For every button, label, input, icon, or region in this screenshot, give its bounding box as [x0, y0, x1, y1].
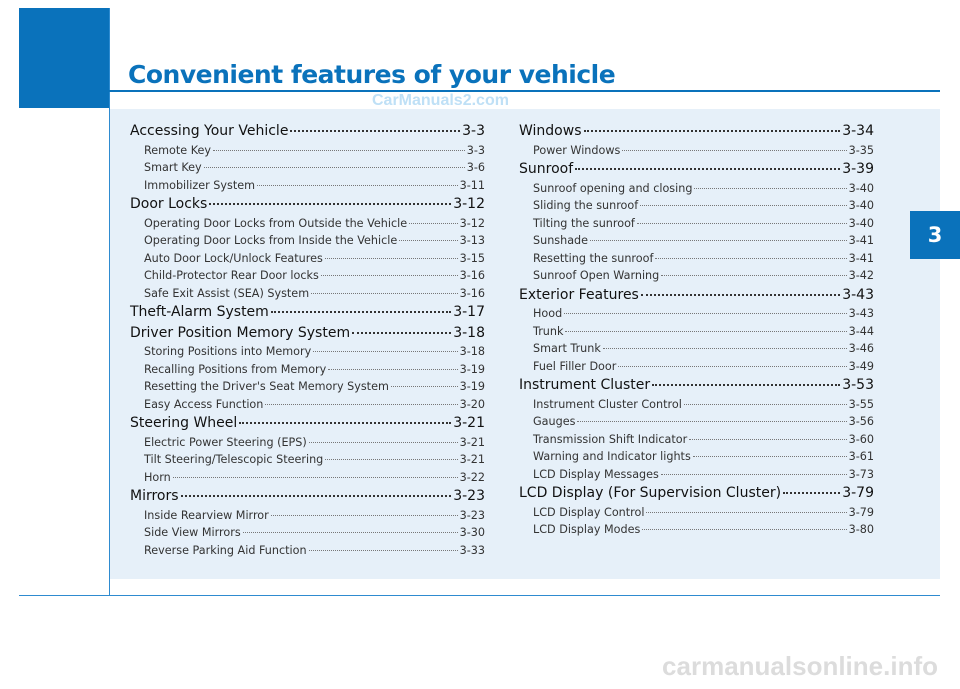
toc-item-page: 3-42 — [848, 269, 874, 282]
toc-item[interactable] — [130, 252, 485, 270]
toc-item-page: 3-44 — [848, 324, 874, 338]
toc-item-label: Child-Protector Rear Door locks — [144, 269, 319, 282]
toc-item-page: 3-21 — [459, 453, 485, 466]
dot-leader — [577, 421, 846, 422]
toc-section[interactable] — [519, 485, 874, 506]
dot-leader — [309, 442, 458, 443]
toc-item[interactable] — [519, 307, 874, 325]
toc-section-label: Driver Position Memory System — [130, 324, 351, 341]
title-underline — [109, 90, 940, 92]
toc-item-label: Resetting the Driver's Seat Memory System — [144, 380, 389, 393]
dot-leader — [642, 529, 846, 530]
dot-leader — [313, 351, 457, 352]
watermark-bottom: carmanualsonline.info — [662, 651, 938, 681]
toc-item-page: 3-35 — [848, 143, 874, 157]
toc-item-page: 3-13 — [459, 234, 485, 247]
toc-item[interactable] — [519, 182, 874, 200]
toc-item-label: Side View Mirrors — [144, 526, 241, 539]
toc-item-label: Inside Rearview Mirror — [144, 508, 269, 522]
toc-section-label: Door Locks — [130, 196, 208, 212]
toc-item-page: 3-79 — [848, 505, 874, 519]
bottom-rule — [19, 595, 940, 596]
dot-leader — [640, 205, 846, 206]
toc-item-page: 3-16 — [459, 286, 485, 300]
toc-section[interactable] — [130, 488, 485, 509]
dot-leader — [575, 168, 840, 170]
toc-item[interactable] — [130, 363, 485, 381]
toc-item-page: 3-49 — [848, 359, 874, 373]
toc-item-label: Immobilizer System — [144, 178, 255, 192]
dot-leader — [209, 203, 451, 205]
dot-leader — [181, 495, 452, 497]
toc-item-page: 3-46 — [848, 342, 874, 355]
dot-leader — [311, 293, 458, 294]
toc-item-page: 3-56 — [848, 415, 874, 428]
dot-leader — [565, 331, 846, 332]
toc-right-column — [519, 123, 874, 541]
toc-section-page: 3-21 — [453, 415, 485, 431]
toc-item[interactable] — [519, 398, 874, 416]
toc-section-page: 3-18 — [453, 324, 485, 341]
dot-leader — [271, 311, 451, 313]
toc-item-page: 3-40 — [848, 199, 874, 212]
toc-item-label: Smart Trunk — [533, 342, 601, 355]
toc-item-page: 3-40 — [848, 216, 874, 230]
dot-leader — [271, 515, 458, 516]
toc-item-label: Instrument Cluster Control — [533, 397, 682, 411]
toc-item[interactable] — [519, 342, 874, 360]
toc-item[interactable] — [519, 468, 874, 486]
toc-item[interactable] — [130, 398, 485, 416]
dot-leader — [646, 512, 846, 513]
toc-item-page: 3-30 — [459, 526, 485, 539]
toc-section-label: Instrument Cluster — [519, 377, 651, 393]
toc-item-label: Smart Key — [144, 161, 202, 174]
toc-item-label: Trunk — [533, 324, 564, 338]
dot-leader — [204, 167, 465, 168]
toc-item-page: 3-33 — [459, 543, 485, 557]
toc-item-page: 3-22 — [459, 470, 485, 484]
dot-leader — [661, 275, 846, 276]
toc-item-label: Operating Door Locks from Inside the Vehicle — [144, 234, 398, 247]
toc-item-page: 3-55 — [848, 397, 874, 411]
toc-item[interactable] — [130, 509, 485, 527]
toc-item[interactable] — [130, 453, 485, 471]
toc-item[interactable] — [519, 450, 874, 468]
toc-item-label: Horn — [144, 470, 171, 484]
dot-leader — [290, 130, 460, 132]
toc-item-page: 3-73 — [848, 467, 874, 481]
toc-section-page: 3-23 — [453, 488, 485, 504]
toc-item[interactable] — [130, 269, 485, 287]
toc-section-label: Exterior Features — [519, 286, 639, 303]
toc-section[interactable] — [519, 287, 874, 308]
toc-item-page: 3-43 — [848, 307, 874, 320]
toc-section-page: 3-39 — [842, 161, 874, 177]
dot-leader — [637, 223, 847, 224]
toc-item-label: Resetting the sunroof — [533, 251, 654, 265]
toc-item-label: Auto Door Lock/Unlock Features — [144, 251, 323, 265]
dot-leader — [655, 258, 846, 259]
dot-leader — [239, 422, 451, 424]
toc-item-label: Easy Access Function — [144, 397, 264, 411]
toc-item-page: 3-41 — [848, 234, 874, 247]
toc-item-page: 3-15 — [459, 251, 485, 265]
toc-section-label: Windows — [519, 123, 582, 139]
toc-item-page: 3-18 — [459, 345, 485, 358]
toc-item[interactable] — [130, 144, 485, 162]
toc-section[interactable] — [519, 377, 874, 398]
toc-item[interactable] — [519, 252, 874, 270]
toc-section-label: Mirrors — [130, 488, 179, 504]
toc-item[interactable] — [130, 161, 485, 179]
toc-item-label: Tilting the sunroof — [533, 216, 635, 230]
toc-item-label: Sunroof opening and closing — [533, 181, 693, 195]
chapter-tab[interactable]: 3 — [910, 211, 960, 259]
toc-section-page: 3-53 — [842, 377, 874, 393]
dot-leader — [693, 456, 847, 457]
toc-item-page: 3-11 — [459, 178, 485, 192]
dot-leader — [641, 294, 840, 296]
toc-item-label: Fuel Filler Door — [533, 359, 617, 373]
dot-leader — [399, 240, 457, 241]
toc-item[interactable] — [519, 506, 874, 524]
toc-item[interactable] — [130, 526, 485, 544]
toc-section-page: 3-3 — [462, 123, 485, 139]
dot-leader — [409, 223, 457, 224]
dot-leader — [584, 130, 841, 132]
toc-item-page: 3-19 — [459, 362, 485, 376]
toc-item-label: Tilt Steering/Telescopic Steering — [144, 453, 324, 466]
dot-leader — [321, 275, 458, 276]
dot-leader — [173, 477, 458, 478]
toc-item-label: Remote Key — [144, 143, 212, 157]
toc-section[interactable] — [519, 161, 874, 182]
toc-item[interactable] — [519, 199, 874, 217]
toc-section-page: 3-34 — [842, 123, 874, 139]
toc-item-page: 3-3 — [466, 143, 485, 157]
toc-section-page: 3-12 — [453, 196, 485, 212]
dot-leader — [661, 474, 847, 475]
toc-item-label: Storing Positions into Memory — [144, 345, 312, 358]
toc-item[interactable] — [519, 523, 874, 541]
toc-section-label: Sunroof — [519, 161, 574, 177]
dot-leader — [391, 386, 458, 387]
toc-left-column — [130, 123, 485, 561]
toc-section[interactable] — [519, 123, 874, 144]
toc-item[interactable] — [519, 144, 874, 162]
toc-item[interactable] — [519, 325, 874, 343]
dot-leader — [309, 550, 458, 551]
toc-item-label: Sliding the sunroof — [533, 199, 639, 212]
toc-item[interactable] — [130, 234, 485, 252]
dot-leader — [652, 384, 840, 386]
dot-leader — [694, 188, 846, 189]
toc-item[interactable] — [130, 380, 485, 398]
toc-item[interactable] — [130, 544, 485, 562]
dot-leader — [243, 532, 458, 533]
toc-item-label: Gauges — [533, 415, 576, 428]
toc-item-label: Warning and Indicator lights — [533, 450, 691, 463]
toc-section[interactable] — [130, 415, 485, 436]
toc-item-page: 3-60 — [848, 432, 874, 446]
toc-section[interactable] — [130, 196, 485, 217]
toc-section[interactable] — [130, 304, 485, 325]
toc-item-page: 3-61 — [848, 450, 874, 463]
toc-item-label: LCD Display Messages — [533, 467, 659, 481]
toc-item-label: Safe Exit Assist (SEA) System — [144, 286, 310, 300]
toc-item[interactable] — [130, 345, 485, 363]
dot-leader — [325, 258, 458, 259]
toc-item[interactable] — [519, 217, 874, 235]
toc-item-page: 3-40 — [848, 181, 874, 195]
toc-section-label: LCD Display (For Supervision Cluster) — [519, 485, 782, 501]
toc-section[interactable] — [130, 325, 485, 346]
dot-leader — [783, 492, 840, 494]
dot-leader — [325, 459, 457, 460]
toc-item-label: Recalling Positions from Memory — [144, 362, 327, 376]
toc-item-label: Power Windows — [533, 143, 621, 157]
toc-section-label: Steering Wheel — [130, 415, 238, 431]
toc-item-page: 3-20 — [459, 397, 485, 411]
toc-item-page: 3-6 — [466, 161, 485, 174]
toc-item-label: Electric Power Steering (EPS) — [144, 435, 307, 449]
toc-item-label: Operating Door Locks from Outside the Vehicle — [144, 216, 408, 230]
toc-item-label: LCD Display Control — [533, 505, 645, 519]
dot-leader — [618, 366, 846, 367]
toc-item-label: LCD Display Modes — [533, 523, 641, 536]
toc-section-label: Accessing Your Vehicle — [130, 123, 289, 139]
toc-section-label: Theft-Alarm System — [130, 304, 269, 320]
toc-item[interactable] — [519, 415, 874, 433]
toc-item-label: Hood — [533, 307, 563, 320]
toc-item-page: 3-12 — [459, 216, 485, 230]
toc-item[interactable] — [130, 179, 485, 197]
toc-item-label: Transmission Shift Indicator — [533, 432, 688, 446]
toc-item-page: 3-23 — [459, 508, 485, 522]
toc-item[interactable] — [519, 360, 874, 378]
dot-leader — [213, 150, 465, 151]
dot-leader — [622, 150, 846, 151]
toc-item-label: Reverse Parking Aid Function — [144, 543, 307, 557]
toc-item-page: 3-80 — [848, 523, 874, 536]
dot-leader — [590, 240, 847, 241]
toc-item[interactable] — [519, 234, 874, 252]
dot-leader — [689, 439, 846, 440]
toc-item[interactable] — [519, 269, 874, 287]
toc-item[interactable] — [130, 217, 485, 235]
page-title: Convenient features of your vehicle — [128, 60, 616, 89]
toc-item-page: 3-16 — [459, 269, 485, 282]
toc-item[interactable] — [130, 436, 485, 454]
toc-section-page: 3-79 — [842, 485, 874, 501]
toc-item[interactable] — [519, 433, 874, 451]
toc-item[interactable] — [130, 287, 485, 305]
dot-leader — [328, 369, 457, 370]
dot-leader — [352, 332, 451, 334]
dot-leader — [564, 313, 846, 314]
toc-section[interactable] — [130, 123, 485, 144]
toc-item-page: 3-41 — [848, 251, 874, 265]
watermark-top: CarManuals2.com — [372, 92, 509, 109]
toc-section-page: 3-43 — [842, 286, 874, 303]
header-color-block — [19, 8, 109, 108]
toc-item-page: 3-19 — [459, 380, 485, 393]
toc-item-label: Sunroof Open Warning — [533, 269, 660, 282]
toc-item-label: Sunshade — [533, 234, 589, 247]
dot-leader — [603, 348, 847, 349]
dot-leader — [257, 185, 458, 186]
dot-leader — [265, 404, 457, 405]
toc-item[interactable] — [130, 471, 485, 489]
toc-section-page: 3-17 — [453, 304, 485, 320]
toc-item-page: 3-21 — [459, 435, 485, 449]
dot-leader — [684, 404, 847, 405]
